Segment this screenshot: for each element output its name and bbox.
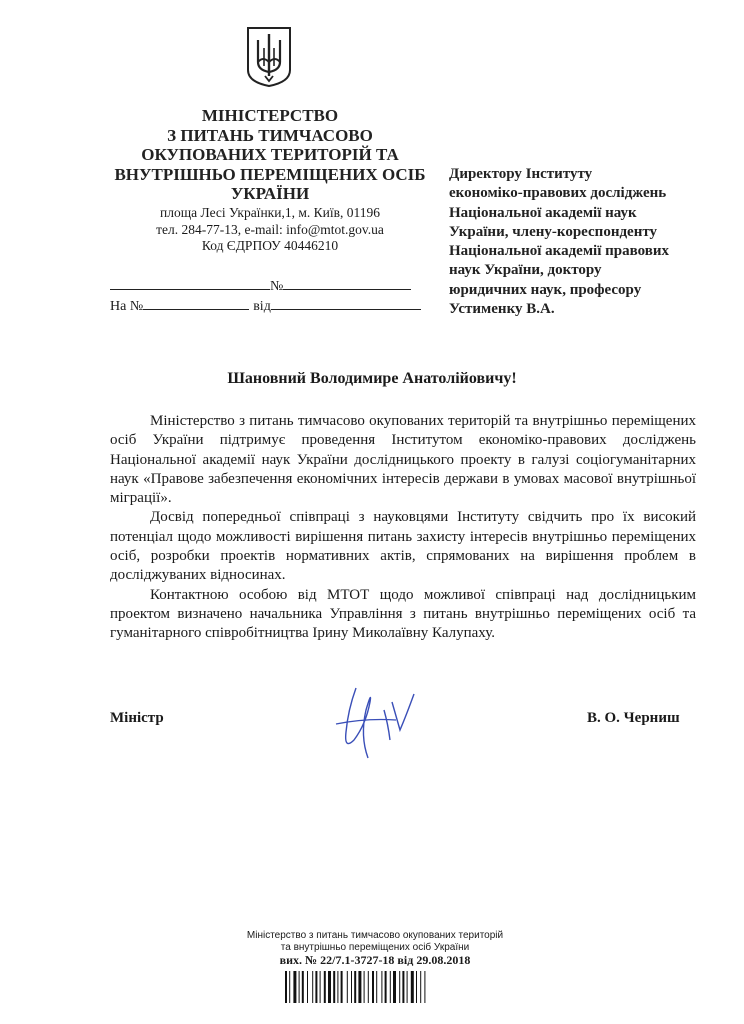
ministry-name [100,106,440,204]
ministry-address: площа Лесі Українки,1, м. Київ, 01196 [160,205,380,220]
ministry-contacts [100,205,440,255]
ministry-name-line: МІНІСТЕРСТВО [201,106,339,125]
registration-org-line: Міністерство з питань тимчасово окупованих територій [246,930,504,941]
ministry-name-line: УКРАЇНИ [230,184,310,203]
outgoing-date-blank [110,277,270,290]
outgoing-number-blank [283,277,411,290]
recipient-line: наук України, доктору [449,262,602,279]
recipient-line: економіко-правових досліджень [449,185,667,202]
registration-org-line: та внутрішньо переміщених осіб України [280,941,470,953]
recipient-line: Національної академії наук [449,204,637,221]
salutation: Шановний Володимире Анатолійовичу! [227,370,517,387]
outgoing-number-line [110,277,428,295]
ministry-edrpou: Код ЄДРПОУ 40446210 [201,238,339,253]
ministry-name-line: ОКУПОВАНИХ ТЕРИТОРІЙ ТА [141,145,399,164]
signer-title: Міністр [110,710,164,726]
registration-number: вих. № 22/7.1-3727-18 від 29.08.2018 [279,953,471,967]
recipient-line: юридичних наук, професору [449,281,642,298]
signer-name: В. О. Черниш [587,710,680,726]
coat-of-arms-icon [246,26,292,88]
number-label: № [270,279,284,294]
reply-to-label: На № [110,299,144,314]
recipient-block [449,165,711,319]
date-label: від [253,299,271,314]
recipient-line: Устименку В.А. [449,301,555,318]
letter-body [110,412,696,644]
reply-to-number-blank [143,297,249,310]
recipient-line: України, члену-кореспонденту [449,223,658,240]
reply-to-date-blank [271,297,421,310]
registration-stamp [210,930,540,967]
reply-to-line [110,297,428,315]
recipient-line: Директору Інституту [449,166,593,182]
ministry-name-line: З ПИТАНЬ ТИМЧАСОВО [167,125,373,145]
handwritten-signature [326,680,422,766]
ministry-name-line: ВНУТРІШНЬО ПЕРЕМІЩЕНИХ ОСІБ [114,164,426,184]
body-paragraph: Контактною особою від МТОТ щодо можливої співпраці над дослідницьким проектом визначено начальника Управління з питань внутрішньо переміщених осіб та гуманітарного співробітництва Ірину Миколаївну Калупаху. [110,586,696,642]
body-paragraph: Міністерство з питань тимчасово окупованих територій та внутрішньо переміщених осіб України підтримує проведення Інститутом економіко-правових досліджень Національної академії наук України дослідницького проекту в галузі соціогуманітарних наук «Правове забезпечення економічних інтересів держави в умовах масової внутрішньої міграції». [110,413,696,507]
ministry-phone-email: тел. 284-77-13, e-mail: info@mtot.gov.ua [156,221,384,237]
recipient-line: Національної академії правових [449,243,669,260]
body-paragraph: Досвід попередньої співпраці з науковцями Інституту свідчить про їх високий потенціал щодо можливості вирішення питань захисту інтересів внутрішньо переміщених осіб, розробки проектів нормативних актів, спрямованих на вирішення проблем в досліджуваних відносинах. [110,509,696,584]
barcode-icon [285,971,465,1003]
